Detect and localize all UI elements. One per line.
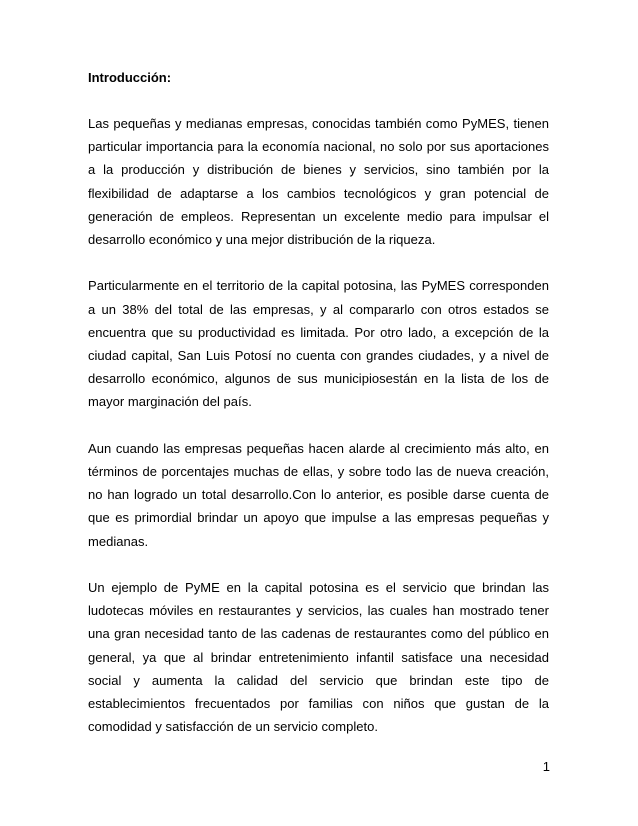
document-body [88, 66, 549, 762]
page-number: 1 [542, 759, 550, 774]
section-heading: Introducción: [88, 70, 172, 85]
paragraph-1: Las pequeñas y medianas empresas, conocidas también como PyMES, tienen particular importancia para la economía nacional, no solo por sus aportaciones a la producción y distribución de bienes y servicios, sino también por la flexibilidad de adaptarse a los cambios tecnológicos y gran potencial de generación de empleos. Representan un excelente medio para impulsar el desarrollo económico y una mejor distribución de la riqueza. [88, 116, 549, 248]
paragraph-3: Aun cuando las empresas pequeñas hacen alarde al crecimiento más alto, en términos de porcentajes muchas de ellas, y sobre todo las de nueva creación, no han logrado un total desarrollo.Con lo anterior, es posible darse cuenta de que es primordial brindar un apoyo que impulse a las empresas pequeñas y medianas. [88, 440, 549, 549]
paragraph-2: Particularmente en el territorio de la capital potosina, las PyMES corresponden a un 38% del total de las empresas, y al compararlo con otros estados se encuentra que su productividad es limitada. Por otro lado, a excepción de la ciudad capital, San Luis Potosí no cuenta con grandes ciudades, y a nivel de desarrollo económico, algunos de sus municipiosestán en la lista de los de mayor marginación del país. [88, 278, 549, 410]
paragraph-4: Un ejemplo de PyME en la capital potosina es el servicio que brindan las ludotecas móviles en restaurantes y servicios, las cuales han mostrado tener una gran necesidad tanto de las cadenas de restaurantes como del público en general, ya que al brindar entretenimiento infantil satisface una necesidad social y aumenta la calidad del servicio que brindan este tipo de establecimientos frecuentados por familias con niños que gustan de la comodidad y satisfacción de un servicio completo. [88, 580, 549, 735]
